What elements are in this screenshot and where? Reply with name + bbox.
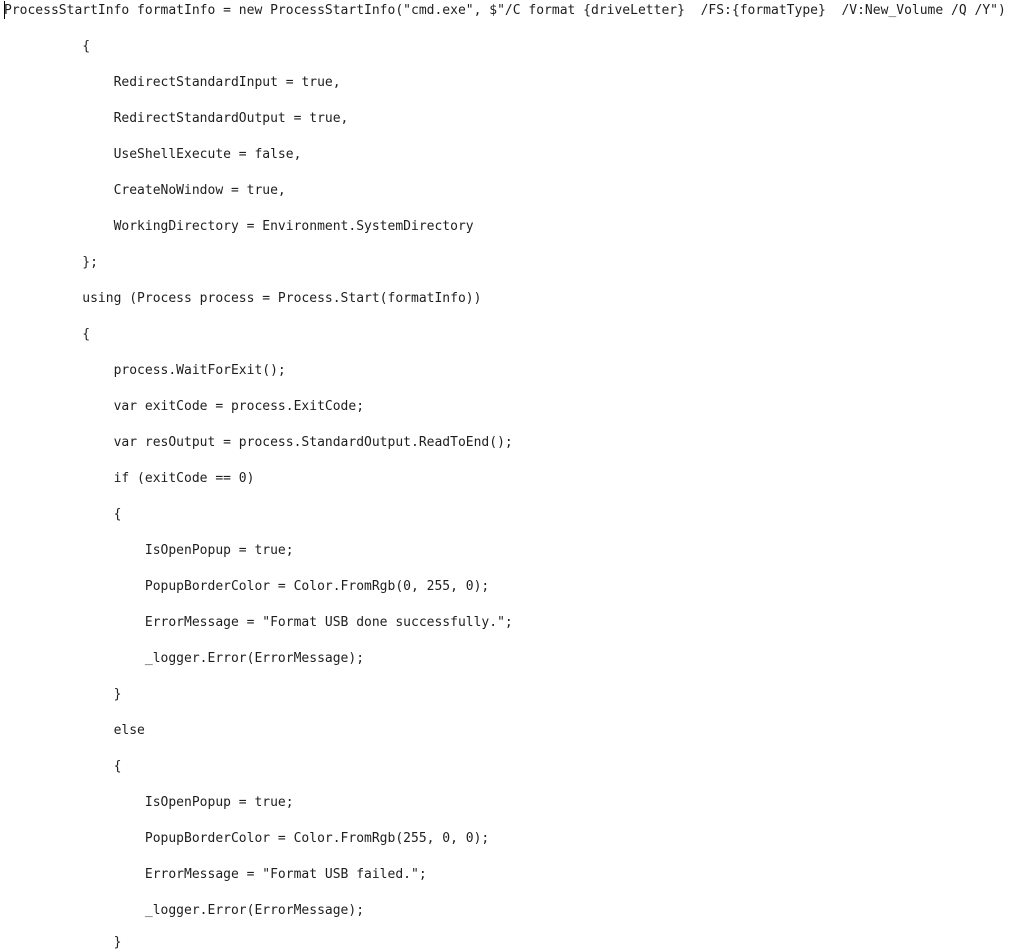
code-line-25: ErrorMessage = "Format USB failed."; [4,867,427,882]
code-line-23: IsOpenPopup = true; [4,795,294,810]
code-line-9: using (Process process = Process.Start(formatInfo)) [4,291,482,306]
code-line-12: var exitCode = process.ExitCode; [4,399,365,414]
code-line-20: } [4,687,122,702]
code-line-14: if (exitCode == 0) [4,471,255,486]
code-line-5: UseShellExecute = false, [4,147,302,162]
code-line-6: CreateNoWindow = true, [4,183,286,198]
code-line-15: { [4,507,122,522]
code-line-11: process.WaitForExit(); [4,363,286,378]
code-line-3: RedirectStandardInput = true, [4,75,341,90]
code-line-16: IsOpenPopup = true; [4,543,294,558]
code-line-22: { [4,759,122,774]
code-line-8: }; [4,255,98,270]
code-line-19: _logger.Error(ErrorMessage); [4,651,365,666]
code-line-13: var resOutput = process.StandardOutput.ReadToEnd(); [4,435,513,450]
code-line-27: } [4,935,122,950]
code-line-26: _logger.Error(ErrorMessage); [4,903,365,918]
code-line-24: PopupBorderColor = Color.FromRgb(255, 0, 0); [4,831,490,846]
code-line-7: WorkingDirectory = Environment.SystemDirectory [4,219,474,234]
code-line-21: else [4,723,145,738]
code-line-1: ProcessStartInfo formatInfo = new ProcessStartInfo("cmd.exe", $"/C format {driveLetter} /FS:{formatType} /V:New_Volume /Q /Y") [4,3,1006,18]
code-line-17: PopupBorderColor = Color.FromRgb(0, 255, 0); [4,579,490,594]
code-line-4: RedirectStandardOutput = true, [4,111,349,126]
code-line-18: ErrorMessage = "Format USB done successfully."; [4,615,513,630]
code-line-10: { [4,327,91,342]
code-line-2: { [4,39,91,54]
